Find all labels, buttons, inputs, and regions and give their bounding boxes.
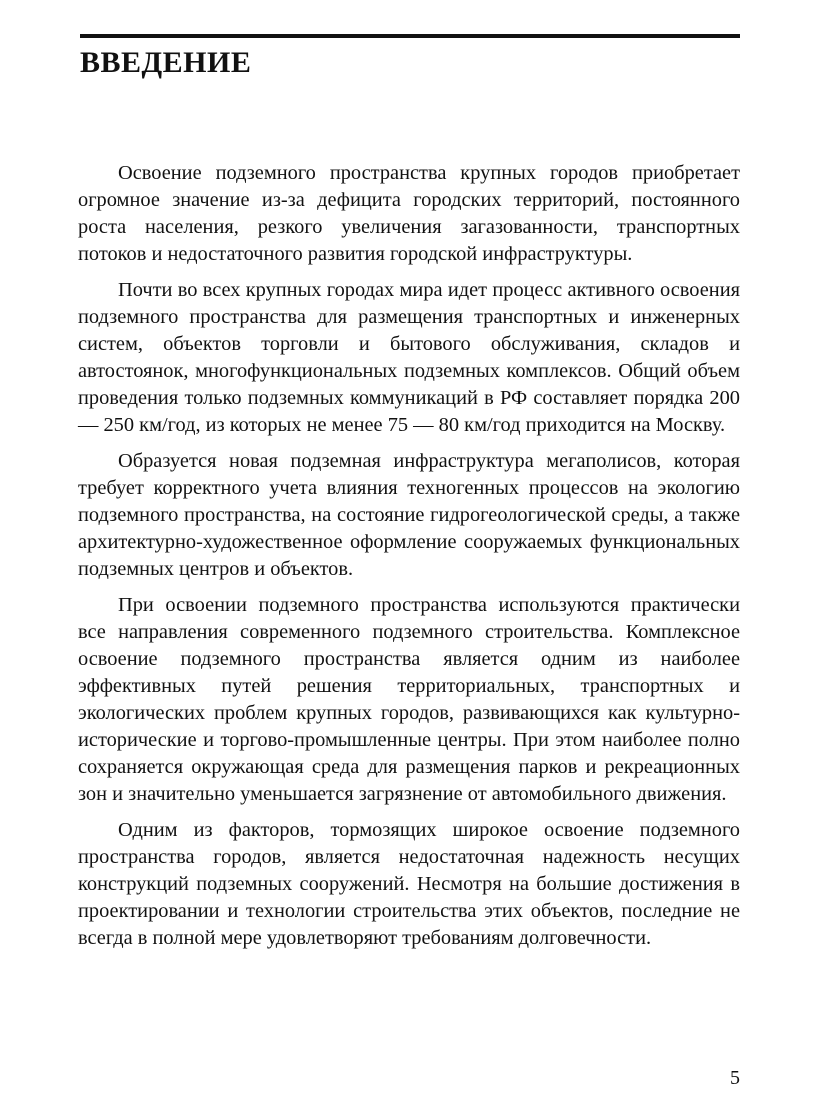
paragraph: Освоение подземного пространства крупных городов приобретает огромное значение из-за дефицита городских территорий, постоянного роста населения, резкого увеличения загазованности, транспортных потоков и недостаточного развития городской инфраструктуры. — [78, 162, 740, 265]
paragraph: Почти во всех крупных городах мира идет процесс активного освоения подземного пространства для размещения транспортных и инженерных систем, объектов торговли и бытового обслуживания, складов и автостоянок, многофункциональных подземных комплексов. Общий объем проведения только подземных коммуникаций в РФ составляет порядка 200 — 250 км/год, из которых не менее 75 — 80 км/год приходится на Москву. — [78, 279, 740, 436]
body-text — [78, 160, 740, 961]
paragraph: Образуется новая подземная инфраструктура мегаполисов, которая требует корректного учета влияния техногенных процессов на экологию подземного пространства, на состояние гидрогеологической среды, а также архитектурно-художественное оформление сооружаемых функциональных подземных центров и объектов. — [78, 450, 740, 580]
paragraph: Одним из факторов, тормозящих широкое освоение подземного пространства городов, является недостаточная надежность несущих конструкций подземных сооружений. Несмотря на большие достижения в проектировании и технологии строительства этих объектов, последние не всегда в полной мере удовлетворяют требованиям долговечности. — [78, 819, 740, 949]
chapter-heading: ВВЕДЕНИЕ — [80, 46, 252, 79]
top-rule — [80, 34, 740, 38]
paragraph: При освоении подземного пространства используются практически все направления современного подземного строительства. Комплексное освоение подземного пространства является одним из наиболее эффективных путей решения территориальных, транспортных и экологических проблем крупных городов, развивающихся как культурно-исторические и торгово-промышленные центры. При этом наиболее полно сохраняется окружающая среда для размещения парков и рекреационных зон и значительно уменьшается загрязнение от автомобильного движения. — [78, 594, 740, 805]
page-number: 5 — [730, 1067, 740, 1089]
